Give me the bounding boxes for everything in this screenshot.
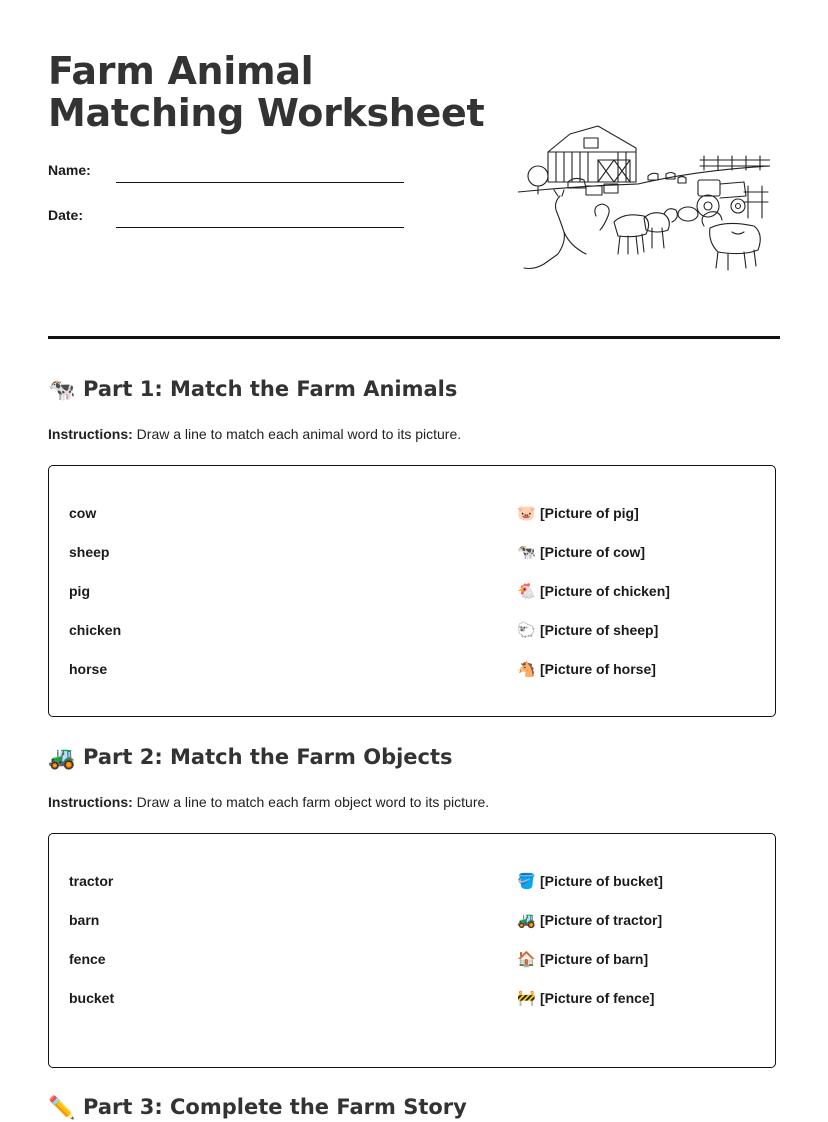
name-field	[48, 154, 408, 184]
section-divider	[48, 336, 780, 339]
date-field	[48, 199, 408, 229]
bucket-icon: 🪣	[517, 873, 536, 890]
picture-cow	[517, 543, 670, 582]
part2-heading	[48, 744, 453, 772]
part1-match-box	[48, 465, 776, 717]
picture-sheep	[517, 621, 670, 660]
tractor-icon: 🚜	[48, 746, 76, 771]
part2-picture-column	[517, 872, 663, 1028]
word-chicken: chicken	[69, 622, 122, 638]
part1-picture-column	[517, 504, 670, 699]
picture-barn	[517, 950, 663, 989]
picture-cow-label: [Picture of cow]	[540, 544, 646, 560]
picture-sheep-label: [Picture of sheep]	[540, 622, 659, 638]
part2-instructions-lead: Instructions:	[48, 794, 133, 810]
picture-horse	[517, 660, 670, 699]
part2-heading-text: Part 2: Match the Farm Objects	[83, 745, 453, 769]
part3-heading-text: Part 3: Complete the Farm Story	[83, 1095, 467, 1119]
picture-pig-label: [Picture of pig]	[540, 505, 639, 521]
page-title: Farm Animal Matching Worksheet	[48, 49, 485, 135]
part1-heading	[48, 376, 457, 404]
picture-tractor	[517, 911, 663, 950]
chicken-icon: 🐔	[517, 583, 536, 600]
word-cow: cow	[69, 505, 97, 521]
date-label: Date:	[48, 207, 84, 223]
picture-barn-label: [Picture of barn]	[540, 951, 649, 967]
part2-match-box	[48, 833, 776, 1068]
picture-bucket-label: [Picture of bucket]	[540, 873, 663, 889]
part1-instructions-text: Draw a line to match each animal word to its picture.	[132, 426, 462, 442]
word-bucket: bucket	[69, 990, 115, 1006]
part1-heading-text: Part 1: Match the Farm Animals	[83, 377, 458, 401]
pig-icon: 🐷	[517, 505, 536, 522]
word-fence: fence	[69, 951, 106, 967]
farm-scene-illustration	[518, 122, 770, 272]
picture-horse-label: [Picture of horse]	[540, 661, 656, 677]
word-barn: barn	[69, 912, 100, 928]
part1-instructions-lead: Instructions:	[48, 426, 133, 442]
word-horse: horse	[69, 661, 108, 677]
word-sheep: sheep	[69, 544, 110, 560]
picture-chicken-label: [Picture of chicken]	[540, 583, 670, 599]
part2-instructions-text: Draw a line to match each farm object word to its picture.	[132, 794, 490, 810]
name-blank-line	[116, 182, 404, 183]
horse-icon: 🐴	[517, 661, 536, 678]
sheep-icon: 🐑	[517, 622, 536, 639]
date-blank-line	[116, 227, 404, 228]
picture-fence	[517, 989, 663, 1028]
tractor-icon: 🚜	[517, 912, 536, 929]
picture-pig	[517, 504, 670, 543]
house-icon: 🏠	[517, 951, 536, 968]
picture-fence-label: [Picture of fence]	[540, 990, 655, 1006]
picture-tractor-label: [Picture of tractor]	[540, 912, 663, 928]
construction-barrier-icon: 🚧	[517, 990, 536, 1007]
cow-icon: 🐄	[517, 544, 536, 561]
part1-word-column	[69, 504, 121, 699]
part1-instructions	[48, 425, 461, 443]
part2-instructions	[48, 793, 489, 811]
pencil-icon: ✏️	[48, 1096, 76, 1121]
name-label: Name:	[48, 162, 91, 178]
cow-icon: 🐄	[48, 378, 76, 403]
picture-chicken	[517, 582, 670, 621]
picture-bucket	[517, 872, 663, 911]
word-pig: pig	[69, 583, 90, 599]
part2-word-column	[69, 872, 114, 1028]
word-tractor: tractor	[69, 873, 114, 889]
